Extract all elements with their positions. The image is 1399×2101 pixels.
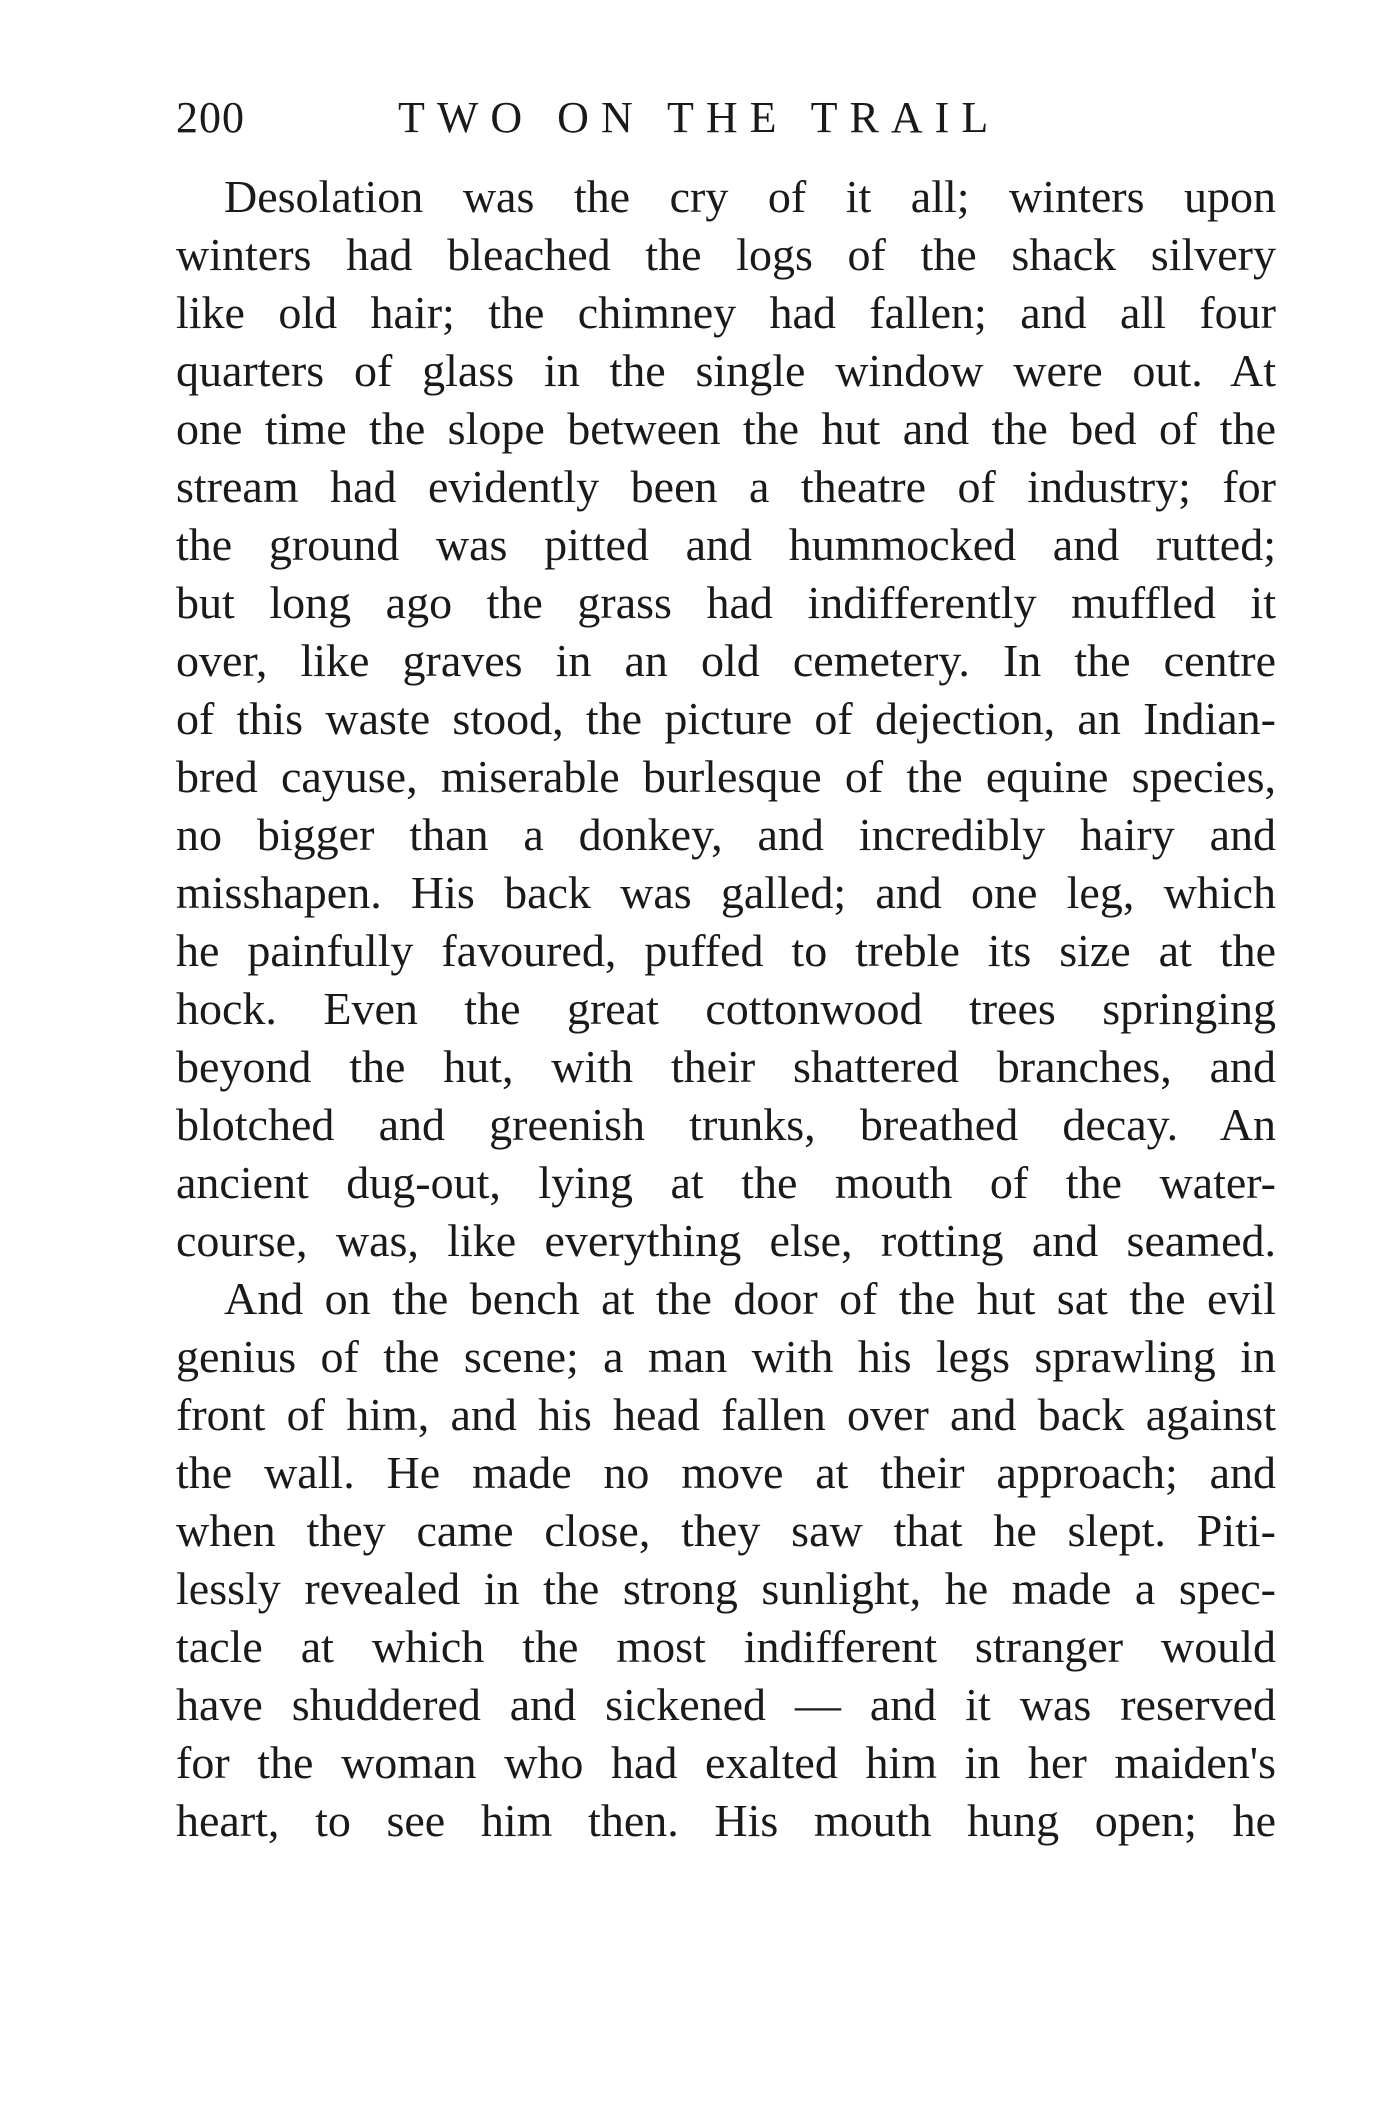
page-number: 200 (176, 93, 245, 142)
text-line: bred cayuse, miserable burlesque of the equine species, (176, 751, 1276, 802)
text-line: of this waste stood, the picture of dejection, an Indian- (176, 693, 1276, 744)
text-line: blotched and greenish trunks, breathed decay. An (176, 1099, 1276, 1150)
text-line: tacle at which the most indifferent stranger would (176, 1621, 1276, 1672)
text-line: quarters of glass in the single window were out. At (176, 345, 1276, 396)
paragraph-2 (176, 1270, 1276, 1850)
running-title: TWO ON THE TRAIL (398, 93, 1001, 142)
text-line: over, like graves in an old cemetery. In the centre (176, 635, 1276, 686)
text-line: for the woman who had exalted him in her maiden's (176, 1737, 1276, 1788)
text-line: he painfully favoured, puffed to treble its size at the (176, 925, 1276, 976)
text-line: misshapen. His back was galled; and one leg, which (176, 867, 1276, 918)
text-line: have shuddered and sickened — and it was reserved (176, 1679, 1276, 1730)
text-line: Desolation was the cry of it all; winters upon (224, 171, 1276, 222)
text-line: heart, to see him then. His mouth hung open; he (176, 1795, 1276, 1846)
text-line: And on the bench at the door of the hut sat the evil (224, 1273, 1276, 1324)
text-line: beyond the hut, with their shattered branches, and (176, 1041, 1276, 1092)
text-line: winters had bleached the logs of the shack silvery (176, 229, 1276, 280)
text-line: front of him, and his head fallen over and back against (176, 1389, 1276, 1440)
text-line: hock. Even the great cottonwood trees springing (176, 983, 1276, 1034)
text-line: genius of the scene; a man with his legs sprawling in (176, 1331, 1276, 1382)
text-line: course, was, like everything else, rotting and seamed. (176, 1215, 1276, 1266)
text-line: when they came close, they saw that he slept. Piti- (176, 1505, 1276, 1556)
body-text (176, 168, 1276, 1850)
text-line: lessly revealed in the strong sunlight, he made a spec- (176, 1563, 1276, 1614)
text-line: but long ago the grass had indifferently muffled it (176, 577, 1276, 628)
text-line: stream had evidently been a theatre of industry; for (176, 461, 1276, 512)
text-line: ancient dug-out, lying at the mouth of the water- (176, 1157, 1276, 1208)
text-line: the ground was pitted and hummocked and rutted; (176, 519, 1276, 570)
text-line: like old hair; the chimney had fallen; and all four (176, 287, 1276, 338)
text-line: the wall. He made no move at their approach; and (176, 1447, 1276, 1498)
paragraph-1 (176, 168, 1276, 1270)
running-header (176, 88, 1276, 148)
text-line: no bigger than a donkey, and incredibly hairy and (176, 809, 1276, 860)
text-line: one time the slope between the hut and the bed of the (176, 403, 1276, 454)
